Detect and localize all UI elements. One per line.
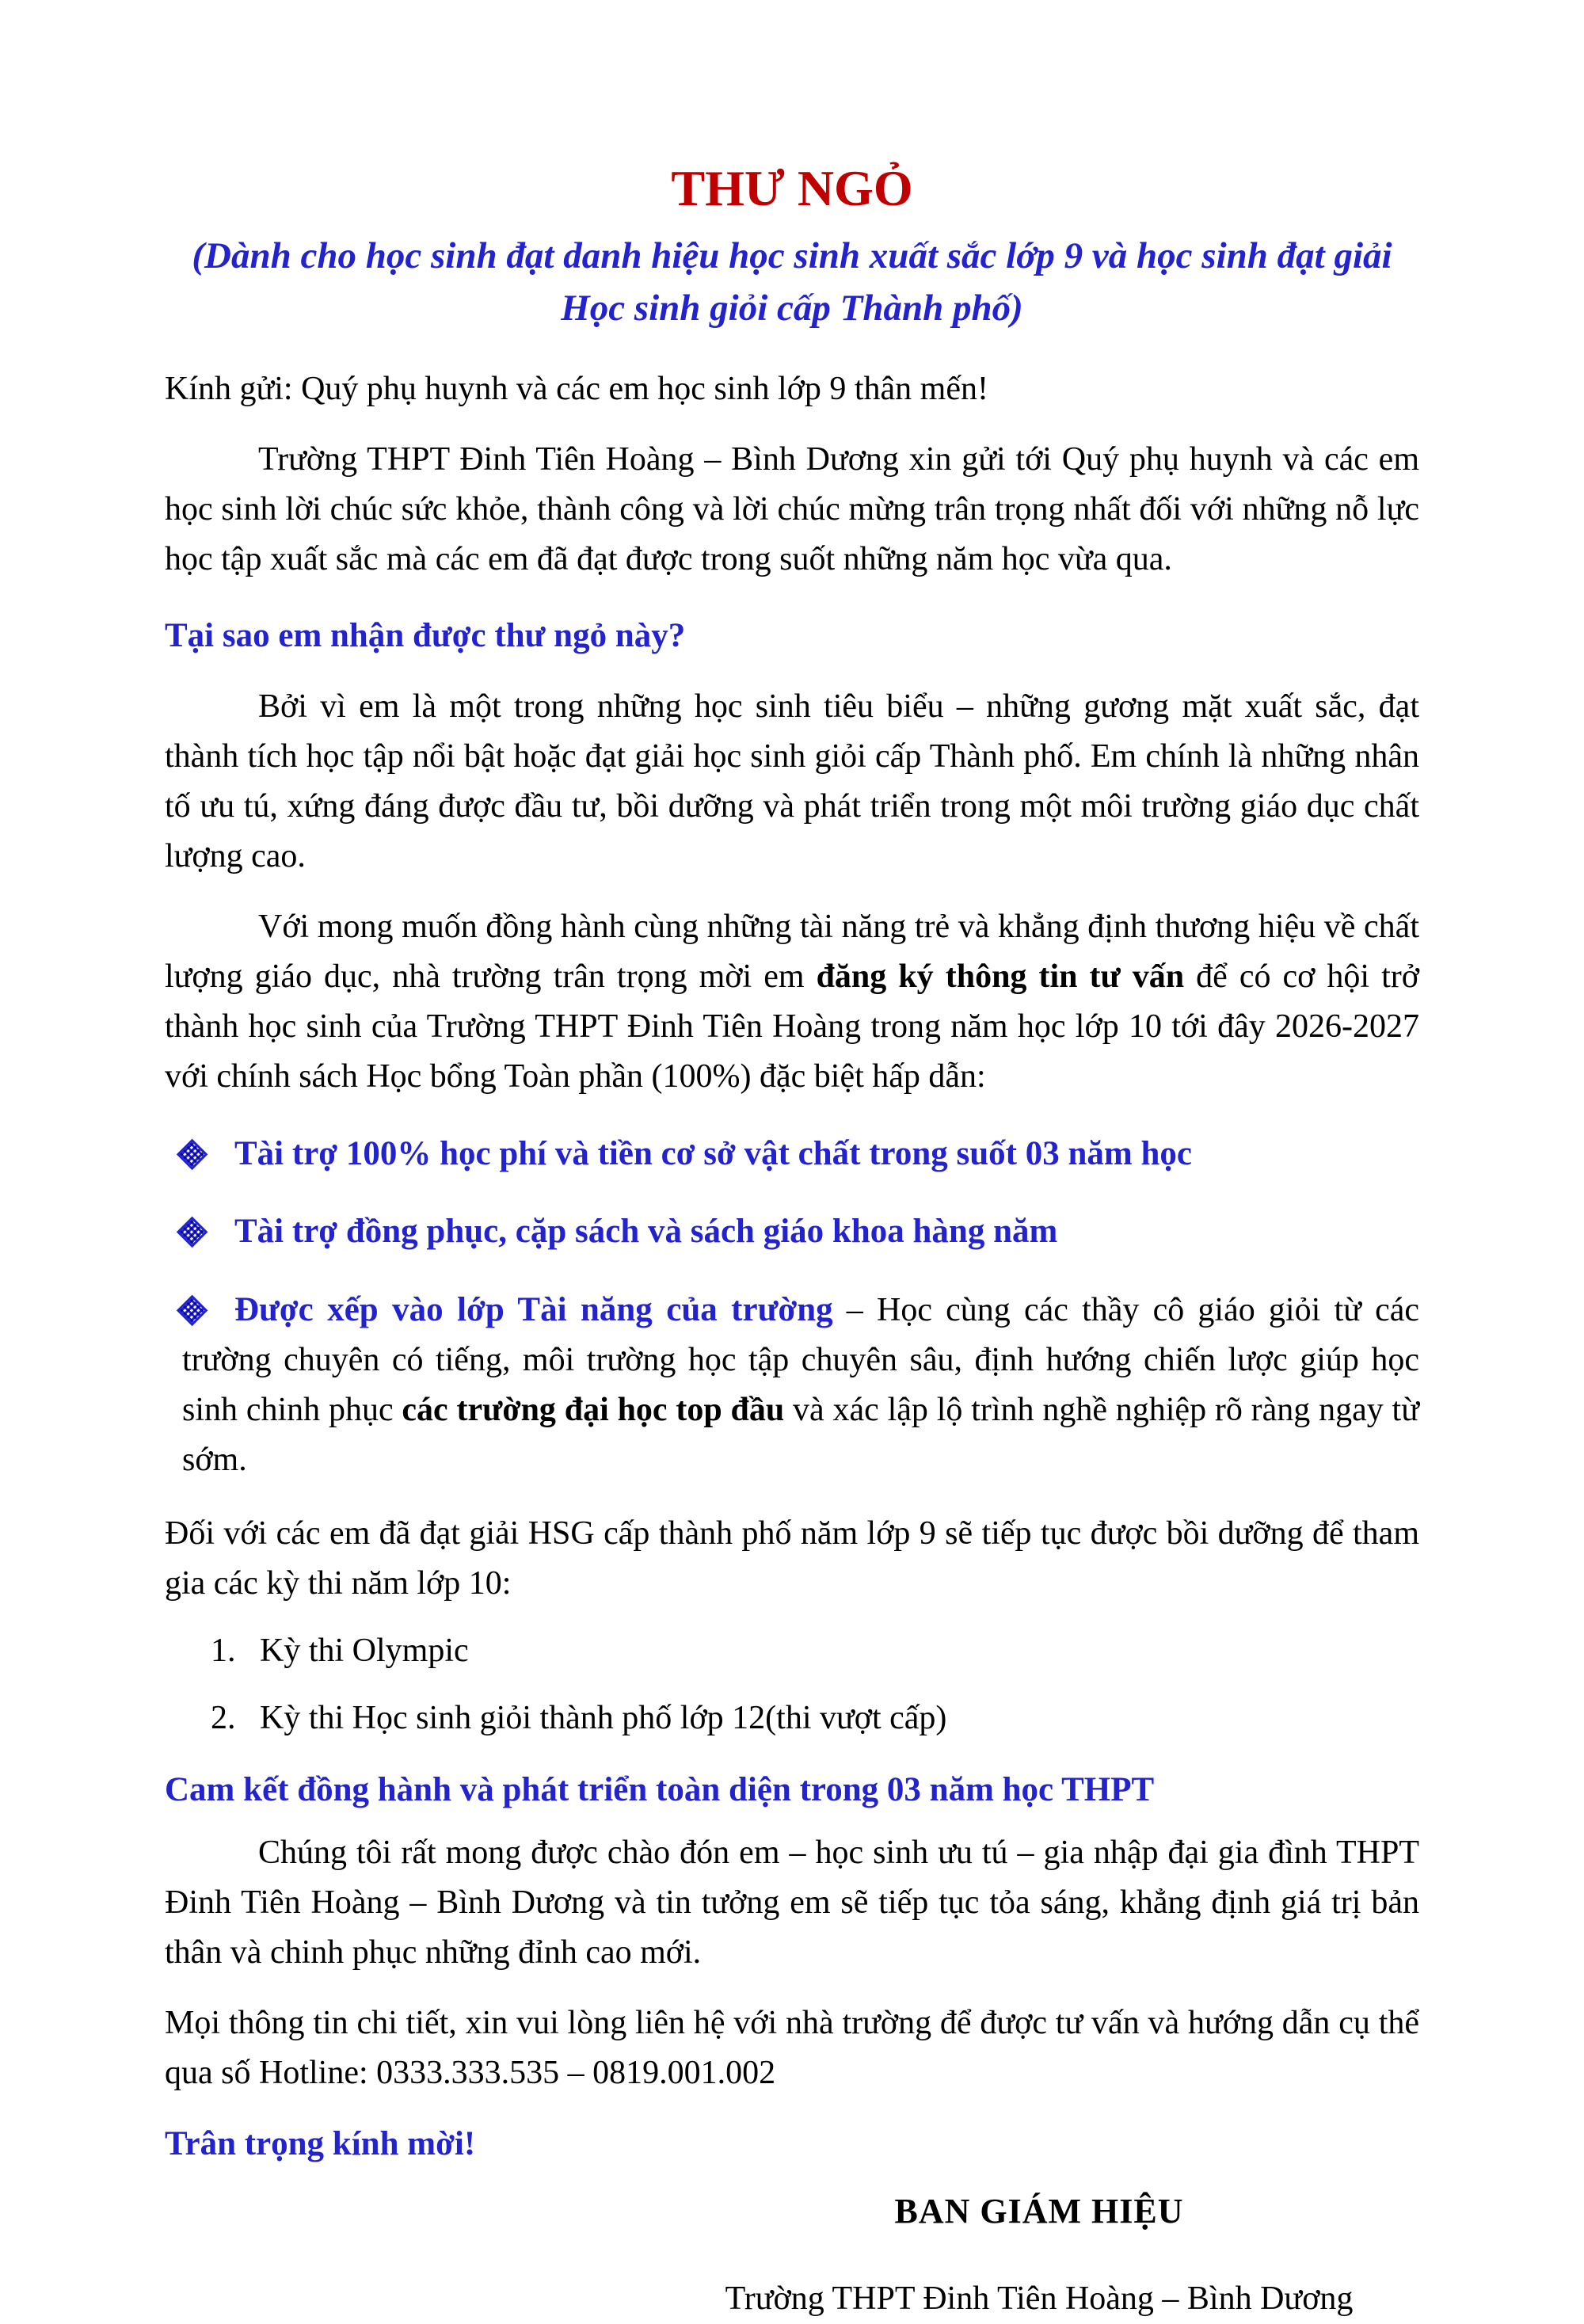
section-heading-why: Tại sao em nhận được thư ngỏ này? (165, 617, 686, 655)
letter-title: THƯ NGỎ (671, 160, 913, 216)
paragraph-hsg-intro: Đối với các em đã đạt giải HSG cấp thành phố năm lớp 9 sẽ tiếp tục được bồi dưỡng để tham gia các kỳ thi năm lớp 10: (165, 1515, 1419, 1602)
benefit-item-tuition (165, 1129, 1419, 1180)
letter-subtitle: (Dành cho học sinh đạt danh hiệu học sinh xuất sắc lớp 9 và học sinh đạt giải Học sinh giỏi cấp Thành phố) (192, 234, 1392, 329)
board-title: BAN GIÁM HIỆU (894, 2192, 1184, 2231)
invite-text-pre: Với mong muốn đồng hành cùng những tài năng trẻ và khẳng định thương hiệu về chất lượng giáo dục, nhà trường trân trọng mời em (165, 908, 1419, 995)
exam-item-label: Kỳ thi Học sinh giỏi thành phố lớp 12(thi vượt cấp) (260, 1700, 947, 1737)
exam-item-olympic (211, 1626, 1419, 1676)
school-name: Trường THPT Đinh Tiên Hoàng – Bình Dương (725, 2280, 1354, 2318)
signature-block (659, 2185, 1419, 2324)
invite-text-post: để có cơ hội trở thành học sinh của Trường THPT Đinh Tiên Hoàng trong năm học lớp 10 tới đây 2026-2027 với chính sách Học bổng Toàn phần (100%) đặc biệt hấp dẫn: (165, 958, 1420, 1095)
diamond-icon (177, 1217, 208, 1248)
paragraph-contact-hotline: Mọi thông tin chi tiết, xin vui lòng liên hệ với nhà trường để được tư vấn và hướng dẫn cụ thể qua số Hotline: 0333.333.535 – 0819.001.002 (165, 2004, 1419, 2091)
benefit-item-text: và xác lập lộ trình nghề nghiệp rõ ràng ngay từ sớm. (182, 1392, 1419, 1479)
benefits-list (165, 1129, 1419, 1486)
salutation-line: Kính gửi: Quý phụ huynh và các em học sinh lớp 9 thân mến! (165, 371, 988, 408)
diamond-icon (177, 1138, 208, 1170)
paragraph-why: Bởi vì em là một trong những học sinh tiêu biểu – những gương mặt xuất sắc, đạt thành tích học tập nổi bật hoặc đạt giải học sinh giỏi cấp Thành phố. Em chính là những nhân tố ưu tú, xứng đáng được đầu tư, bồi dưỡng và phát triển trong một môi trường giáo dục chất lượng cao. (165, 688, 1419, 874)
exam-item-hsg12 (211, 1693, 1419, 1743)
benefit-item-text: – Học cùng các thầy cô giáo giỏi từ các trường chuyên có tiếng, môi trường học tập chuyên sâu, định hướng chiến lược giúp học sinh chinh phục (182, 1291, 1419, 1429)
invite-text-bold: đăng ký thông tin tư vấn (816, 958, 1185, 995)
exam-item-label: Kỳ thi Olympic (260, 1633, 469, 1670)
benefit-item-uniform (165, 1206, 1419, 1258)
paragraph-closing: Chúng tôi rất mong được chào đón em – học sinh ưu tú – gia nhập đại gia đình THPT Đinh Tiên Hoàng – Bình Dương và tin tưởng em sẽ tiếp tục tỏa sáng, khẳng định giá trị bản thân và chinh phục những đỉnh cao mới. (165, 1834, 1419, 1971)
benefit-item-talent-class (165, 1285, 1419, 1486)
benefit-item-label: Được xếp vào lớp Tài năng của trường (234, 1290, 833, 1328)
benefit-item-label: Tài trợ 100% học phí và tiền cơ sở vật chất trong suốt 03 năm học (234, 1134, 1192, 1172)
paragraph-intro: Trường THPT Đinh Tiên Hoàng – Bình Dương xin gửi tới Quý phụ huynh và các em học sinh lời chúc sức khỏe, thành công và lời chúc mừng trân trọng nhất đối với những nỗ lực học tập xuất sắc mà các em đã đạt được trong suốt những năm học vừa qua. (165, 441, 1419, 578)
diamond-icon (177, 1294, 208, 1326)
benefit-item-label: Tài trợ đồng phục, cặp sách và sách giáo khoa hàng năm (234, 1213, 1058, 1251)
paragraph-invite (165, 902, 1419, 1102)
regards-line: Trân trọng kính mời! (165, 2124, 476, 2162)
exam-item-number: 2. (211, 1700, 236, 1737)
section-heading-commitment: Cam kết đồng hành và phát triển toàn diện trong 03 năm học THPT (165, 1771, 1155, 1809)
benefit-item-text-bold: các trường đại học top đầu (402, 1392, 785, 1429)
exam-item-number: 1. (211, 1633, 236, 1670)
exam-list (165, 1626, 1419, 1743)
